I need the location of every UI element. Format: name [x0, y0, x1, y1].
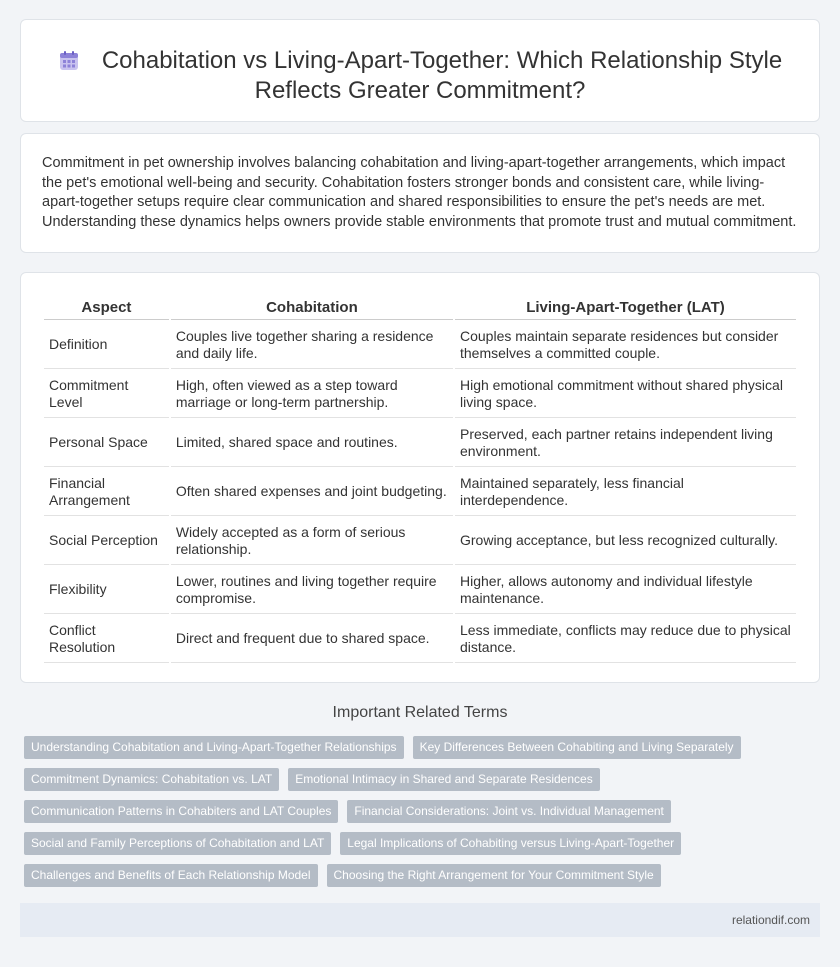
lat-cell: High emotional commitment without shared physical living space.	[455, 371, 796, 418]
table-row	[44, 371, 796, 418]
intro-card	[20, 133, 820, 253]
lat-cell: Less immediate, conflicts may reduce due to physical distance.	[455, 616, 796, 663]
cohabitation-cell: Often shared expenses and joint budgeting.	[171, 469, 453, 516]
footer-site-link[interactable]: relationdif.com	[731, 913, 810, 927]
lat-cell: Couples maintain separate residences but consider themselves a committed couple.	[455, 322, 796, 369]
related-term-tag[interactable]: Communication Patterns in Cohabiters and LAT Couples	[24, 800, 338, 823]
related-terms-list	[24, 736, 824, 896]
lat-cell: Growing acceptance, but less recognized culturally.	[455, 518, 796, 565]
aspect-cell: Conflict Resolution	[44, 616, 169, 663]
lat-cell: Higher, allows autonomy and individual lifestyle maintenance.	[455, 567, 796, 614]
intro-paragraph: Commitment in pet ownership involves balancing cohabitation and living-apart-together arrangements, which impact the pet's emotional well-being and security. Cohabitation fosters stronger bonds and consistent care, while living-apart-together setups require clear communication and shared responsibilities to ensure the pet's needs are met. Understanding these dynamics helps owners provide stable environments that promote trust and mutual commitment.	[42, 155, 797, 230]
tag-row	[24, 864, 824, 887]
tag-row	[24, 736, 824, 759]
table-row	[44, 616, 796, 663]
table-header-row	[44, 297, 796, 320]
aspect-cell: Commitment Level	[44, 371, 169, 418]
related-term-tag[interactable]: Key Differences Between Cohabiting and Living Separately	[413, 736, 741, 759]
table-row	[44, 420, 796, 467]
footer	[20, 903, 820, 937]
column-header-lat: Living-Apart-Together (LAT)	[455, 297, 796, 320]
table-row	[44, 567, 796, 614]
column-header-cohabitation: Cohabitation	[171, 297, 453, 320]
related-term-tag[interactable]: Emotional Intimacy in Shared and Separate Residences	[288, 768, 600, 791]
page-title: Cohabitation vs Living-Apart-Together: Which Relationship Style Reflects Greater Commitment?	[101, 47, 783, 104]
related-term-tag[interactable]: Choosing the Right Arrangement for Your Commitment Style	[327, 864, 661, 887]
tag-row	[24, 800, 824, 823]
tag-row	[24, 832, 824, 855]
related-term-tag[interactable]: Understanding Cohabitation and Living-Apart-Together Relationships	[24, 736, 404, 759]
tag-row	[24, 768, 824, 791]
related-term-tag[interactable]: Challenges and Benefits of Each Relationship Model	[24, 864, 318, 887]
lat-cell: Preserved, each partner retains independent living environment.	[455, 420, 796, 467]
cohabitation-cell: Couples live together sharing a residence and daily life.	[171, 322, 453, 369]
calendar-icon	[58, 50, 80, 72]
related-term-tag[interactable]: Financial Considerations: Joint vs. Individual Management	[347, 800, 671, 823]
title-wrap	[21, 46, 819, 106]
aspect-cell: Financial Arrangement	[44, 469, 169, 516]
cohabitation-cell: Limited, shared space and routines.	[171, 420, 453, 467]
aspect-cell: Flexibility	[44, 567, 169, 614]
related-terms-heading: Important Related Terms	[332, 704, 508, 721]
related-term-tag[interactable]: Social and Family Perceptions of Cohabitation and LAT	[24, 832, 331, 855]
related-term-tag[interactable]: Commitment Dynamics: Cohabitation vs. LAT	[24, 768, 279, 791]
cohabitation-cell: Lower, routines and living together require compromise.	[171, 567, 453, 614]
cohabitation-cell: High, often viewed as a step toward marriage or long-term partnership.	[171, 371, 453, 418]
comparison-table-card	[20, 272, 820, 683]
aspect-cell: Definition	[44, 322, 169, 369]
cohabitation-cell: Widely accepted as a form of serious relationship.	[171, 518, 453, 565]
aspect-cell: Personal Space	[44, 420, 169, 467]
lat-cell: Maintained separately, less financial interdependence.	[455, 469, 796, 516]
related-term-tag[interactable]: Legal Implications of Cohabiting versus Living-Apart-Together	[340, 832, 681, 855]
column-header-aspect: Aspect	[44, 297, 169, 320]
table-row	[44, 469, 796, 516]
table-row	[44, 322, 796, 369]
table-row	[44, 518, 796, 565]
header-card	[20, 19, 820, 122]
comparison-table	[42, 295, 798, 665]
cohabitation-cell: Direct and frequent due to shared space.	[171, 616, 453, 663]
aspect-cell: Social Perception	[44, 518, 169, 565]
